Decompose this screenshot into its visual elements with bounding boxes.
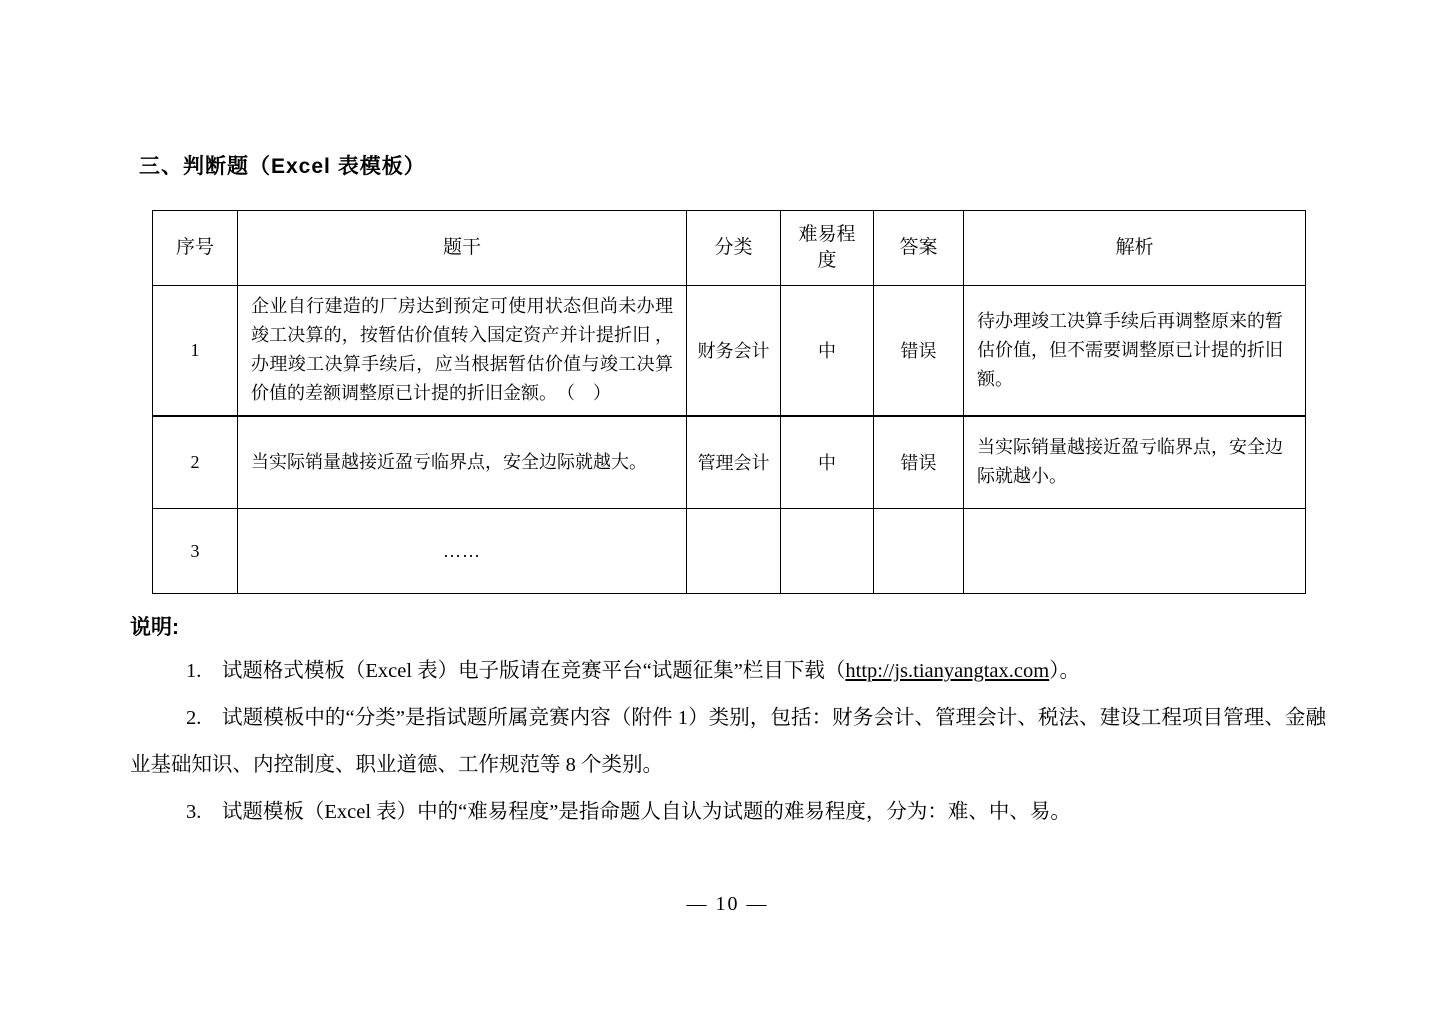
col-header-difficulty (781, 211, 874, 286)
cell-stem: 企业自行建造的厂房达到预定可使用状态但尚未办理竣工决算的，按暂估价值转入国定资产并计提折旧 ，办理竣工决算手续后，应当根据暂估价值与竣工决算价值的差额调整原已计提的折旧金额。 （ ） (238, 286, 687, 416)
cell-no: 2 (153, 416, 238, 509)
notes-section (130, 608, 1326, 836)
note-item-1 (130, 648, 1326, 695)
cell-difficulty: 中 (781, 416, 874, 509)
col-header-stem: 题干 (238, 211, 687, 286)
cell-analysis (964, 509, 1306, 594)
note-item-3: 3. 试题模板（Excel 表）中的“难易程度”是指命题人自认为试题的难易程度，分为：难、中、易。 (186, 801, 1071, 823)
table-header-row (153, 211, 1306, 286)
cell-no: 3 (153, 509, 238, 594)
cell-answer: 错误 (874, 286, 964, 416)
cell-analysis: 待办理竣工决算手续后再调整原来的暂估价值，但不需要调整原已计提的折旧额。 (964, 286, 1306, 416)
note-item-2: 2. 试题模板中的“分类”是指试题所属竞赛内容（附件 1）类别，包括：财务会计、管理会计、税法、建设工程项目管理、金融业基础知识、内控制度、职业道德、工作规范等 8 个类别。 (130, 707, 1326, 776)
cell-difficulty: 中 (781, 286, 874, 416)
question-template-table (152, 210, 1306, 594)
cell-difficulty (781, 509, 874, 594)
cell-no: 1 (153, 286, 238, 416)
cell-stem: 当实际销量越接近盈亏临界点，安全边际就越大。 (238, 416, 687, 509)
note-item-1-text: 1. 试题格式模板（Excel 表）电子版请在竞赛平台“试题征集”栏目下载（ (186, 660, 846, 682)
table-row-1 (153, 286, 1306, 416)
col-header-difficulty-label: 难易程度 (798, 224, 856, 271)
table-row-3 (153, 509, 1306, 594)
col-header-analysis: 解析 (964, 211, 1306, 286)
notes-label: 说明: (130, 616, 179, 639)
cell-stem: …… (238, 509, 687, 594)
page-number: — 10 — (686, 893, 769, 915)
col-header-no: 序号 (153, 211, 238, 286)
col-header-answer: 答案 (874, 211, 964, 286)
cell-answer (874, 509, 964, 594)
cell-category: 财务会计 (687, 286, 781, 416)
cell-category: 管理会计 (687, 416, 781, 509)
cell-analysis: 当实际销量越接近盈亏临界点，安全边际就越小。 (964, 416, 1306, 509)
col-header-category: 分类 (687, 211, 781, 286)
section-title: 三、判断题（Excel 表模板） (139, 155, 426, 178)
cell-category (687, 509, 781, 594)
note-item-1-suffix: ）。 (1049, 660, 1080, 682)
download-url-link[interactable]: http://js.tianyangtax.com (845, 660, 1050, 682)
cell-answer: 错误 (874, 416, 964, 509)
table-row-2 (153, 416, 1306, 509)
